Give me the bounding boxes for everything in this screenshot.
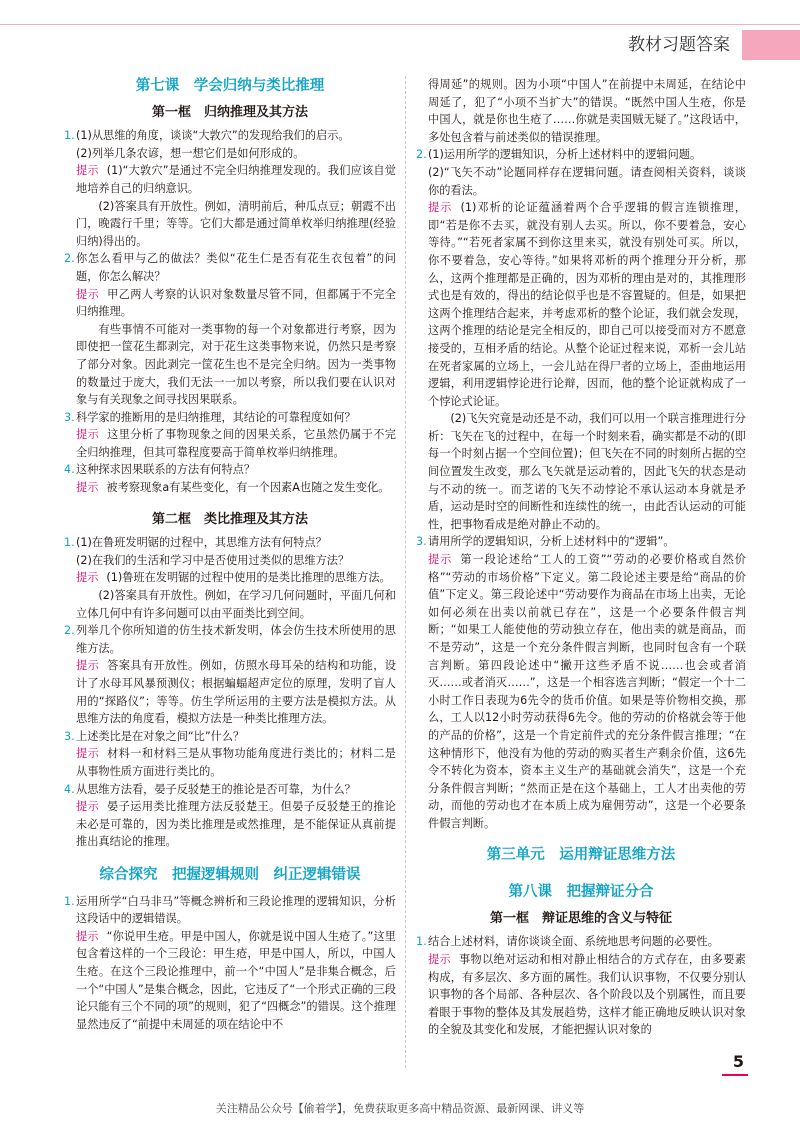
hint bbox=[416, 951, 746, 1039]
question-text: 你怎么看甲与乙的做法？类似“花生仁是否有花生衣包着”的问题，你怎么解决？ bbox=[76, 252, 396, 283]
hint bbox=[64, 928, 396, 1034]
question-text: 从思维方法看，晏子反驳楚王的推论是否可靠，为什么？ bbox=[76, 782, 356, 796]
section-title: 第一框 归纳推理及其方法 bbox=[151, 104, 308, 120]
question bbox=[416, 146, 746, 164]
question-number: 3. bbox=[416, 535, 427, 549]
hint-tag: 提示 bbox=[76, 571, 99, 585]
hint-text: (2)答案具有开放性。例如，清明前后，种瓜点豆；朝霞不出门，晚霞行千里；等等。它们大都是通过简单枚举归纳推理(经验归纳)得出的。 bbox=[76, 199, 396, 248]
hint-text: 有些事情不可能对一类事物的每一个对象都进行考察，因为即使把一筐花生都剥完，对于花生这类事物来说，仍然只是考察了部分对象。因此剥完一筐花生也不是完全归纳。因为一类事物的数量过于庞大，我们无法一一加以考察，所以我们要在认识对象与有关现象之间寻找因果联系。 bbox=[76, 322, 396, 407]
hint bbox=[64, 657, 396, 727]
hint-text: 材料一和材料三是从事物功能角度进行类比的；材料二是从事物性质方面进行类比的。 bbox=[76, 747, 396, 778]
question-number: 1. bbox=[416, 935, 427, 949]
header-title: 教材习题答案 bbox=[628, 35, 730, 55]
question bbox=[64, 781, 396, 799]
hint bbox=[64, 569, 396, 587]
question-number: 3. bbox=[64, 410, 75, 424]
hint-text: 得周延”的规则。因为小项“中国人”在前提中未周延，在结论中周延了，犯了“小项不当扩大”的错误。“既然中国人生疮，你是中国人，就是你也生疮了……你就是卖国贼无疑了。”这段话中，多处包含着与前述类似的错误推理。 bbox=[428, 78, 746, 144]
hint-tag: 提示 bbox=[76, 287, 100, 301]
hint bbox=[64, 745, 396, 780]
hint-text: 答案具有开放性。例如，仿照水母耳朵的结构和功能，设计了水母耳风暴预测仪；根据蝙蝠超声定位的原理，发明了盲人用的“探路仪”；等等。仿生学所运用的主要方法是模拟方法。从思维方法的角度看，模拟方法是一种类比推理方法。 bbox=[76, 659, 396, 726]
question bbox=[416, 933, 746, 951]
question-text: 请用所学的逻辑知识，分析上述材料中的“逻辑”。 bbox=[428, 535, 675, 549]
lesson-title: 第七课 学会归纳与类比推理 bbox=[135, 78, 325, 94]
page-number: 5 bbox=[732, 1052, 744, 1071]
question bbox=[64, 728, 396, 746]
hint bbox=[64, 286, 396, 321]
hint bbox=[64, 479, 396, 497]
hint-text: 甲乙两人考察的认识对象数量尽管不同，但都属于不完全归纳推理。 bbox=[76, 287, 396, 319]
header-tab bbox=[742, 30, 800, 60]
footer-note: 关注精品公众号【偷着学】，免费获取更多高中精品资源、最新网课、讲义等 bbox=[215, 1102, 585, 1115]
question-text: (1)运用所学的逻辑知识，分析上述材料中的逻辑问题。 bbox=[428, 148, 702, 162]
question-text: (1)在鲁班发明锯的过程中，其思维方法有何特点？ bbox=[76, 536, 327, 550]
page-number-underline bbox=[722, 1074, 748, 1076]
hint-tag: 提示 bbox=[76, 929, 99, 943]
question bbox=[64, 409, 396, 427]
question bbox=[64, 893, 396, 928]
hint-text: 第一段论述给“工人的工资”“劳动的必要价格或自然价格”“劳动的市场价格”下定义。第二段论述主要是给“商品的价值”下定义。第三段论述中“劳动要作为商品在市场上出卖，无论如何必须在出卖以前就已存在”，这是一个必要条件假言判断；“如果工人能使他的劳动独立存在，他出卖的就是商品，而不是劳动”，这是一个充分条件假言判断，也同时包含有一个联言判断。第四段论述中“撇开这些矛盾不说……也会或者消灭……或者消灭……”，这是一个相容选言判断；“假定一个十二小时工作日表现为6先令的货币价值。如果是等价物相交换，那么，工人以12小时劳动获得6先令。他的劳动的价格就会等于他的产品的价格”，这是一个肯定前件式的充分条件假言推理；“在这种情形下，他没有为他的劳动的购买者生产剩余价值，这6先令不转化为资本，资本主义生产的基础就会消失”，这是一个充分条件假言判断；“然而正是在这个基础上，工人才出卖他的劳动，而他的劳动也才在本质上成为雇佣劳动”，这是一个必要条件假言判断。 bbox=[428, 553, 746, 830]
hint-tag: 提示 bbox=[76, 747, 100, 761]
hint-text: 这里分析了事物现象之间的因果关系，它虽然仍属于不完全归纳推理，但其可靠程度要高于简单枚举归纳推理。 bbox=[76, 428, 396, 459]
unit-title: 第三单元 运用辩证思维方法 bbox=[486, 846, 676, 863]
explore-title: 综合探究 把握逻辑规则 纠正逻辑错误 bbox=[99, 866, 361, 883]
question-number: 1. bbox=[64, 536, 75, 550]
hint-text: 被考察现象a有某些变化，有一个因素A也随之发生变化。 bbox=[106, 481, 390, 495]
hint-tag: 提示 bbox=[428, 952, 451, 966]
hint-tag: 提示 bbox=[76, 800, 100, 814]
question-text: (2)“飞矢不动”论题同样存在逻辑问题。请查阅相关资料，谈谈你的看法。 bbox=[428, 165, 746, 197]
question-text: 结合上述材料，请你谈谈全面、系统地思考问题的必要性。 bbox=[428, 935, 719, 949]
hint-text: 事物以绝对运动和相对静止相结合的方式存在，由多要素构成，有多层次、多方面的属性。我们认识事物，不仅要分别认识事物的各个局部、各种层次、各个阶段以及个别属性，而且要着眼于事物的整体及其发展趋势，这样才能正确地反映认识对象的全貌及其变化和发展，才能把握认识对象的 bbox=[428, 952, 746, 1037]
question bbox=[64, 250, 396, 285]
question-number: 2. bbox=[64, 252, 75, 266]
question-number: 4. bbox=[64, 463, 75, 477]
hint-text: 晏子运用类比推理方法反驳楚王。但晏子反驳楚王的推论未必是可靠的，因为类比推理是或然推理，是不能保证从真前提推出真结论的推理。 bbox=[76, 800, 396, 849]
lesson-title: 第八课 把握辩证分合 bbox=[508, 884, 654, 901]
question-text: 列举几个你所知道的仿生技术新发明，体会仿生技术所使用的思维方法。 bbox=[76, 624, 396, 655]
column-divider bbox=[405, 76, 406, 1068]
question-number: 4. bbox=[64, 782, 75, 796]
question-text: (2)在我们的生活和学习中是否使用过类似的思维方法？ bbox=[76, 553, 350, 567]
hint-tag: 提示 bbox=[76, 164, 99, 178]
hint-tag: 提示 bbox=[76, 659, 100, 673]
section-title: 第一框 辩证思维的含义与特征 bbox=[489, 910, 672, 926]
question-number: 1. bbox=[64, 894, 75, 908]
hint-tag: 提示 bbox=[76, 428, 100, 442]
question-number: 2. bbox=[64, 624, 75, 638]
question bbox=[64, 622, 396, 657]
hint-text: (1)鲁班在发明锯的过程中使用的是类比推理的思维方法。 bbox=[106, 571, 391, 585]
hint-text: (1)邓析的论证蕴涵着两个合乎逻辑的假言连锁推理，即“若是你不去买，就没有别人去买。所以，你不要着急，安心等待。”“若死者家属不到你这里来买，就没有别处可买。所以，你不要着急，安心等待。”如果将邓析的两个推理分开分析，那么，这两个推理都是正确的，因为邓析的理由是对的，其推理形式也是有效的，得出的结论似乎也是不容置疑的。但是，如果把这两个推理结合起来，并考虑邓析的整个论证，我们就会发现，这两个推理的结论是完全相反的，即自己可以接受而对方不愿意接受的，互相矛盾的结论。从整个论证过程来说，邓析一会儿站在死者家属的立场上，一会儿站在得尸者的立场上，歪曲地运用逻辑，利用逻辑悖论进行论辩，因而，他的整个论证就构成了一个悖论式论证。 bbox=[428, 201, 746, 408]
section-title: 第二框 类比推理及其方法 bbox=[151, 511, 308, 527]
question-text: (2)列举几条农谚，想一想它们是如何形成的。 bbox=[76, 146, 305, 160]
question-number: 3. bbox=[64, 729, 75, 743]
hint bbox=[64, 426, 396, 461]
question-number: 2. bbox=[416, 148, 427, 162]
hint-text: (2)飞矢究竟是动还是不动，我们可以用一个联言推理进行分析：飞矢在飞的过程中，在每一个时刻来看，确实都是不动的(即每一个时刻占据一个空间位置)；但飞矢在不同的时刻所占据的空间位置发生改变，那么飞矢就是运动着的，因此飞矢的状态是动与不动的统一。而芝诺的飞矢不动悖论不承认运动本身就是矛盾，运动是时空的间断性和连续性的统一，由此否认运动的可能性，把事物看成是绝对静止不动的。 bbox=[428, 412, 746, 531]
hint bbox=[64, 798, 396, 851]
hint-tag: 提示 bbox=[76, 481, 99, 495]
question bbox=[64, 127, 396, 145]
right-column bbox=[416, 76, 746, 1039]
question-text: 这种探求因果联系的方法有何特点？ bbox=[76, 463, 256, 477]
hint-tag: 提示 bbox=[428, 201, 453, 215]
hint-text: (2)答案具有开放性。例如，在学习几何问题时，平面几何和立体几何中有许多问题可以由平面类比到空间。 bbox=[76, 589, 396, 620]
question-text: 运用所学“白马非马”等概念辨析和三段论推理的逻辑知识，分析这段话中的逻辑错误。 bbox=[76, 894, 396, 926]
question-text: 科学家的推断用的是归纳推理，其结论的可靠程度如何？ bbox=[76, 410, 356, 424]
hint bbox=[416, 551, 746, 833]
question-number: 1. bbox=[64, 129, 75, 143]
question bbox=[64, 461, 396, 479]
hint-text: “你说甲生疮。甲是中国人，你就是说中国人生疮了。”这里包含着这样的一个三段论：甲生疮，甲是中国人，所以，中国人生疮。在这个三段论推理中，前一个“中国人”是非集合概念，后一个“中国人”是集合概念，因此，它违反了“一个形式正确的三段论只能有三个不同的项”的规则，犯了“四概念”的错误。这个推理显然违反了“前提中未周延的项在结论中不 bbox=[76, 929, 396, 1031]
hint bbox=[416, 199, 746, 410]
question-text: 上述类比是在对象之间“比”什么？ bbox=[76, 729, 245, 743]
question-text: (1)从思维的角度，谈谈“大敦穴”的发现给我们的启示。 bbox=[76, 129, 350, 143]
question bbox=[64, 534, 396, 552]
hint bbox=[64, 162, 396, 197]
question bbox=[416, 533, 746, 551]
hint-tag: 提示 bbox=[428, 553, 453, 567]
hint-text: (1)“大敦穴”是通过不完全归纳推理发现的。我们应该自觉地培养自己的归纳意识。 bbox=[76, 164, 396, 195]
left-column bbox=[64, 76, 396, 1033]
